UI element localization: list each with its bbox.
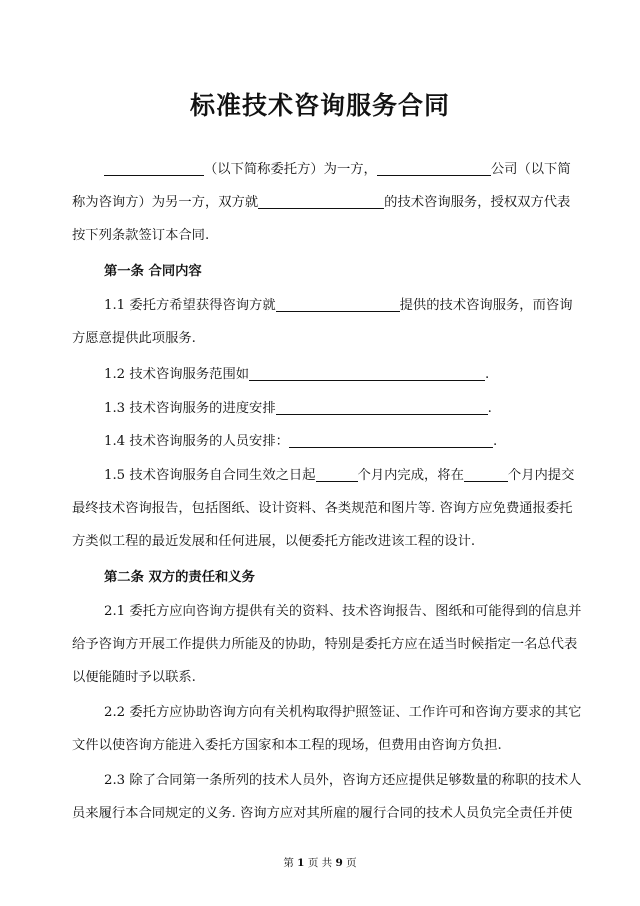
- clause-text: 1.5 技术咨询服务自合同生效之日起: [104, 468, 316, 483]
- clause-2-1-cont: 给予咨询方开展工作提供力所能及的协助，特别是委托方应在适当时候指定一名总代表: [72, 637, 578, 652]
- blank-months-complete: [316, 467, 358, 482]
- preamble-line-1: [104, 160, 571, 180]
- document-title: 标准技术咨询服务合同: [189, 91, 450, 120]
- page-total: 9: [335, 857, 343, 869]
- clause-end-mark: .: [492, 434, 498, 449]
- blank-service-scope: [249, 366, 485, 381]
- preamble-text: 称为咨询方）为另一方，双方就: [72, 195, 259, 210]
- clause-text: 1.4 技术咨询服务的人员安排：: [104, 434, 289, 449]
- clause-1-5: [104, 466, 574, 486]
- clause-text: 个月内提交: [507, 468, 575, 483]
- article-2-heading: 第二条 双方的责任和义务: [104, 570, 255, 585]
- clause-2-2: 2.2 委托方应协助咨询方向有关机构取得护照签证、工作许可和咨询方要求的其它: [104, 705, 582, 720]
- blank-client-name: [104, 161, 204, 176]
- blank-consultant-name: [377, 161, 491, 176]
- clause-2-1: 2.1 委托方应向咨询方提供有关的资料、技术咨询报告、图纸和可能得到的信息并: [104, 604, 582, 619]
- blank-staffing: [289, 433, 493, 448]
- page-number: 1: [297, 857, 305, 869]
- clause-1-5-cont: 最终技术咨询报告，包括图纸、设计资料、各类规范和图片等. 咨询方应免费通报委托: [72, 501, 573, 516]
- clause-2-3: 2.3 除了合同第一条所列的技术人员外，咨询方还应提供足够数量的称职的技术人: [104, 773, 582, 788]
- clause-2-2-cont: 文件以使咨询方能进入委托方国家和本工程的现场，但费用由咨询方负担.: [72, 738, 502, 753]
- preamble-text: 公司（以下简: [490, 162, 571, 177]
- clause-text: 提供的技术咨询服务，而咨询: [399, 298, 573, 313]
- clause-end-mark: .: [487, 401, 492, 416]
- blank-project-name: [258, 194, 384, 209]
- preamble-line-3: 按下列条款签订本合同.: [72, 228, 210, 243]
- clause-text: 1.1 委托方希望获得咨询方就: [104, 298, 276, 313]
- blank-service-item: [276, 297, 400, 312]
- clause-1-2: [104, 365, 489, 385]
- footer-text: 第: [283, 857, 298, 869]
- clause-text: 个月内完成，将在: [357, 468, 464, 483]
- clause-2-3-cont: 员来履行本合同规定的义务. 咨询方应对其所雇的履行合同的技术人员负完全责任并使: [72, 806, 573, 821]
- clause-1-1-cont: 方愿意提供此项服务.: [72, 331, 196, 346]
- footer-text: 页 共: [304, 857, 336, 869]
- clause-text: 1.3 技术咨询服务的进度安排: [104, 401, 276, 416]
- preamble-text: 的技术咨询服务，授权双方代表: [384, 195, 571, 210]
- clause-text: 1.2 技术咨询服务范围如: [104, 367, 250, 382]
- clause-1-5-cont: 方类似工程的最近发展和任何进展，以便委托方能改进该工程的设计.: [72, 534, 476, 549]
- clause-1-3: [104, 399, 492, 419]
- article-1-heading: 第一条 合同内容: [104, 264, 202, 279]
- preamble-text: （以下简称委托方）为一方，: [204, 162, 377, 177]
- blank-schedule: [276, 400, 488, 415]
- clause-2-1-cont: 以便能随时予以联系.: [72, 670, 196, 685]
- footer-text: 页: [342, 857, 357, 869]
- blank-months-report: [464, 467, 508, 482]
- clause-1-1: [104, 296, 573, 316]
- preamble-line-2: [72, 193, 570, 213]
- clause-1-4: [104, 432, 497, 452]
- clause-end-mark: .: [485, 367, 490, 382]
- page-footer: [0, 855, 640, 870]
